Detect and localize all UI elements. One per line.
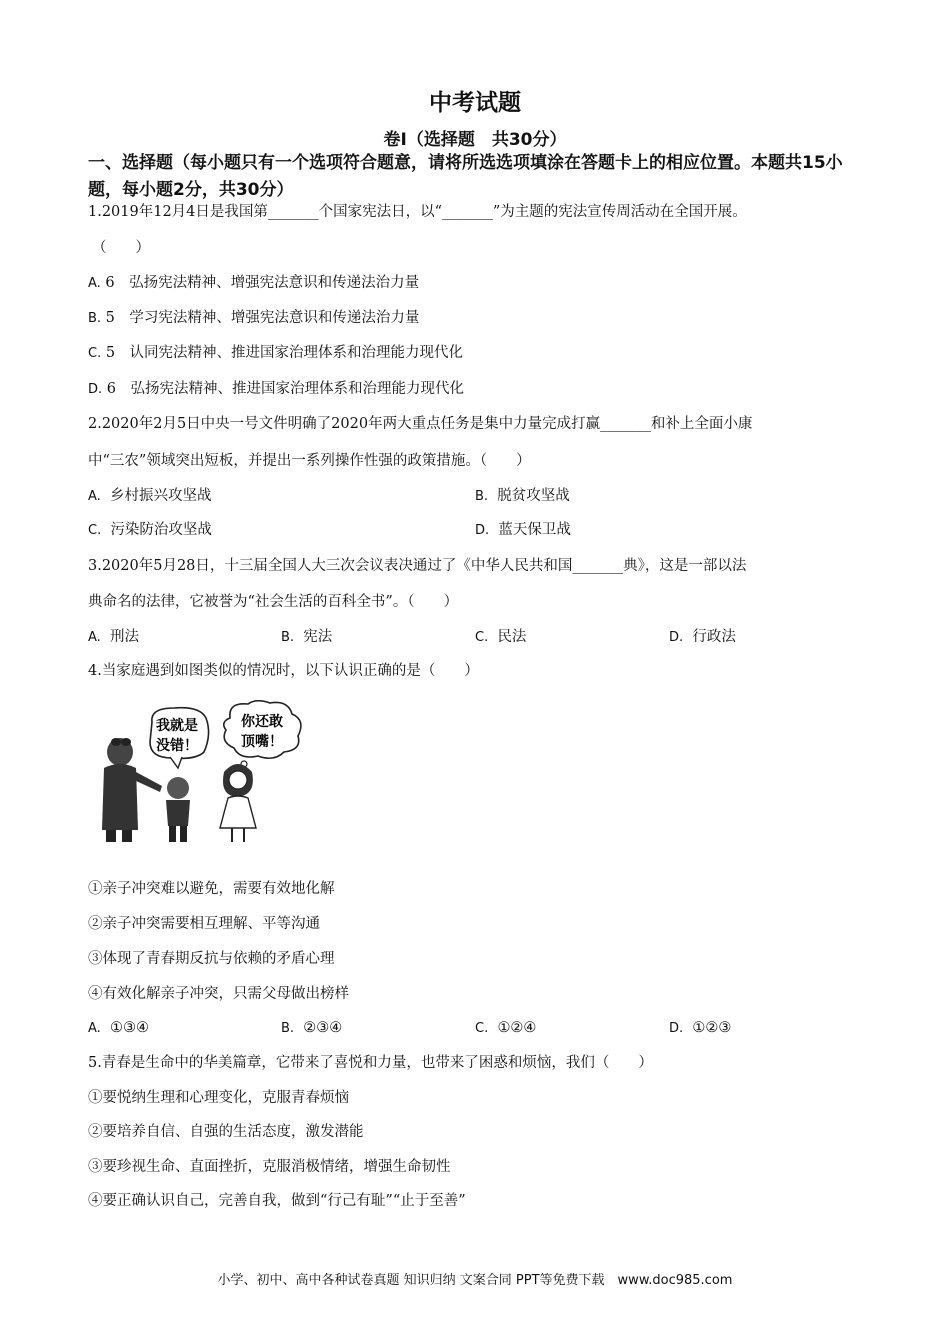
bubble-text: 我就是 <box>156 718 198 734</box>
question-stem: 1.2019年12月4日是我国第_______个国家宪法日，以“_______”为主题的宪法宣传周活动在全国开展。 <box>88 204 747 220</box>
option-a <box>88 1018 149 1039</box>
option-a <box>88 627 139 648</box>
statement: ④要正确认识自己，完善自我，做到“行己有耻”“止于至善” <box>88 1193 466 1209</box>
option-label: B. <box>88 311 102 326</box>
option-label: C. <box>475 1021 489 1036</box>
bubble-text: 没错！ <box>156 738 198 754</box>
option-text: 乡村振兴攻坚战 <box>110 488 212 504</box>
statement: ①亲子冲突难以避免，需要有效地化解 <box>88 881 335 897</box>
option-b <box>281 627 332 648</box>
option-text: 6 弘扬宪法精神、增强宪法意识和传递法治力量 <box>105 275 420 291</box>
option-label: A. <box>88 630 101 645</box>
option-d <box>669 1018 731 1039</box>
option-b <box>88 308 419 329</box>
option-text: 行政法 <box>692 629 736 645</box>
question-stem: 5.青春是生命中的华美篇章，它带来了喜悦和力量，也带来了困惑和烦恼，我们（ ） <box>88 1055 653 1071</box>
option-d <box>669 627 736 648</box>
option-d <box>475 520 571 541</box>
question-stem: 2.2020年2月5日中央一号文件明确了2020年两大重点任务是集中力量完成打赢_______和补上全面小康 <box>88 416 753 432</box>
statement: ③体现了青春期反抗与依赖的矛盾心理 <box>88 951 335 967</box>
option-text: 蓝天保卫战 <box>498 522 571 538</box>
question-stem: 3.2020年5月28日，十三届全国人大三次会议表决通过了《中华人民共和国_______典》，这是一部以法 <box>88 558 747 574</box>
statement: ①要悦纳生理和心理变化，克服青春烦恼 <box>88 1090 349 1106</box>
option-a <box>88 486 212 507</box>
option-b <box>475 486 570 507</box>
question-stem-cont: 中“三农”领域突出短板，并提出一系列操作性强的政策措施。（ ） <box>88 453 531 469</box>
option-d <box>88 379 464 400</box>
child-figure <box>166 777 190 842</box>
option-text: 6 弘扬宪法精神、推进国家治理体系和治理能力现代化 <box>106 381 464 397</box>
option-c <box>475 1018 536 1039</box>
option-text: 民法 <box>497 629 527 645</box>
option-label: B. <box>281 630 295 645</box>
bubble-text: 你还敢 <box>241 714 283 730</box>
option-text: 5 学习宪法精神、增强宪法意识和传递法治力量 <box>105 310 420 326</box>
option-text: 污染防治攻坚战 <box>110 522 212 538</box>
option-text: 刑法 <box>110 629 140 645</box>
question-stem: 4.当家庭遇到如图类似的情况时，以下认识正确的是（ ） <box>88 663 479 679</box>
option-a <box>88 273 419 294</box>
statement: ②亲子冲突需要相互理解、平等沟通 <box>88 916 320 932</box>
option-label: C. <box>475 630 489 645</box>
option-label: B. <box>475 489 489 504</box>
option-label: A. <box>88 276 101 291</box>
statement: ④有效化解亲子冲突，只需父母做出榜样 <box>88 986 349 1002</box>
option-label: B. <box>281 1021 295 1036</box>
option-text: ①②④ <box>497 1020 537 1036</box>
option-label: D. <box>669 630 684 645</box>
option-label: D. <box>669 1021 684 1036</box>
page-title: 中考试题 <box>429 90 521 116</box>
section-title: 卷Ⅰ（选择题 共30分） <box>383 130 567 150</box>
option-label: D. <box>88 382 103 397</box>
option-c <box>475 627 526 648</box>
option-label: A. <box>88 489 101 504</box>
statement: ③要珍视生命、直面挫折，克服消极情绪，增强生命韧性 <box>88 1159 451 1175</box>
father-figure <box>102 738 162 842</box>
option-b <box>281 1018 342 1039</box>
family-conflict-cartoon <box>92 700 317 850</box>
option-c <box>88 520 212 541</box>
option-text: 脱贫攻坚战 <box>497 488 570 504</box>
statement: ②要培养自信、自强的生活态度，激发潜能 <box>88 1124 364 1140</box>
option-label: C. <box>88 346 102 361</box>
bubble-text: 顶嘴！ <box>241 734 283 750</box>
option-text: ②③④ <box>303 1020 343 1036</box>
option-text: ①③④ <box>110 1020 150 1036</box>
option-label: C. <box>88 523 102 538</box>
option-c <box>88 343 463 364</box>
option-text: 宪法 <box>303 629 333 645</box>
answer-bracket: （ ） <box>92 240 150 256</box>
option-label: D. <box>475 523 490 538</box>
option-text: 5 认同宪法精神、推进国家治理体系和治理能力现代化 <box>105 345 464 361</box>
option-label: A. <box>88 1021 101 1036</box>
question-stem-cont: 典命名的法律，它被誉为“社会生活的百科全书”。（ ） <box>88 594 459 610</box>
mother-figure <box>220 764 256 842</box>
option-text: ①②③ <box>692 1020 732 1036</box>
page-footer: 小学、初中、高中各种试卷真题 知识归纳 文案合同 PPT等免费下载 www.doc985.com <box>217 1273 733 1288</box>
part-instructions: 一、选择题（每小题只有一个选项符合题意，请将所选选项填涂在答题卡上的相应位置。本题共15小题，每小题2分，共30分） <box>88 153 843 200</box>
